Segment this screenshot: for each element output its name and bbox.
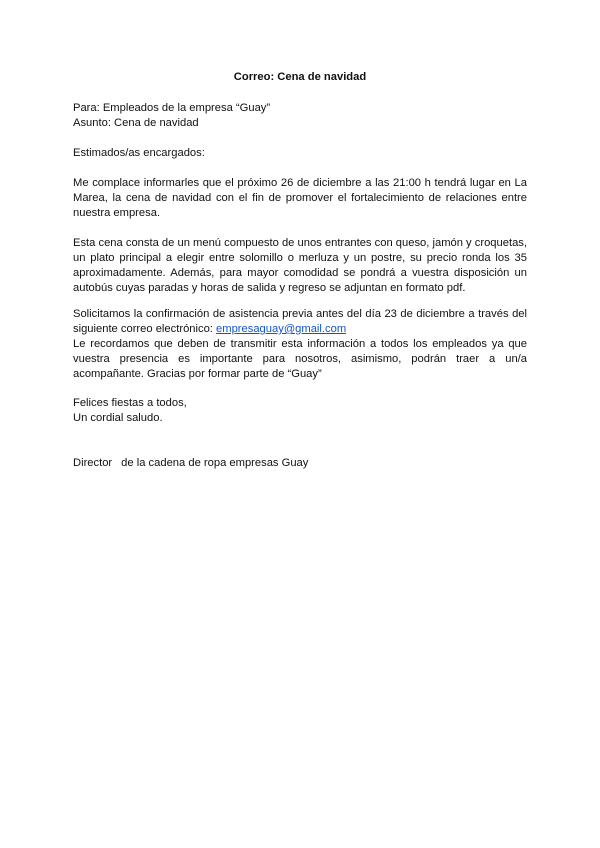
email-header <box>73 101 527 131</box>
greeting: Estimados/as encargados: <box>73 147 205 159</box>
paragraph-reminder: Le recordamos que deben de transmitir esta información a todos los empleados ya que vuestra presencia es importante para nosotros, asimismo, podrán traer a un/a acompañante. Gracias por formar parte de “Guay” <box>73 338 527 380</box>
recipient-line: Para: Empleados de la empresa “Guay” <box>73 102 271 114</box>
closing-wishes: Felices fiestas a todos, <box>73 397 187 409</box>
paragraph-announcement: Me complace informarles que el próximo 26 de diciembre a las 21:00 h tendrá lugar en La Marea, la cena de navidad con el fin de promover el fortalecimiento de relaciones entre nuestra empresa. <box>73 177 527 219</box>
email-title: Correo: Cena de navidad <box>233 71 367 83</box>
signature <box>73 456 527 471</box>
paragraph-confirmation <box>73 307 527 337</box>
subject-line: Asunto: Cena de navidad <box>73 117 199 129</box>
signature-role: Director <box>73 457 113 469</box>
email-link[interactable]: empresaguay@gmail.com <box>216 323 347 335</box>
paragraph-menu: Esta cena consta de un menú compuesto de unos entrantes con queso, jamón y croquetas, un plato principal a elegir entre solomillo o merluza y un postre, su precio ronda los 35 aproximadamente. Además, para mayor comodidad se pondrá a vuestra disposición un autobús cuyas paradas y horas de salida y regreso se adjuntan en formato pdf. <box>73 237 528 294</box>
closing <box>73 396 527 426</box>
closing-regards: Un cordial saludo. <box>73 412 163 424</box>
confirmation-text: Solicitamos la confirmación de asistencia previa antes del día 23 de diciembre a través del siguiente correo electrónico: <box>73 308 527 335</box>
signature-organization: de la cadena de ropa empresas Guay <box>121 457 309 469</box>
